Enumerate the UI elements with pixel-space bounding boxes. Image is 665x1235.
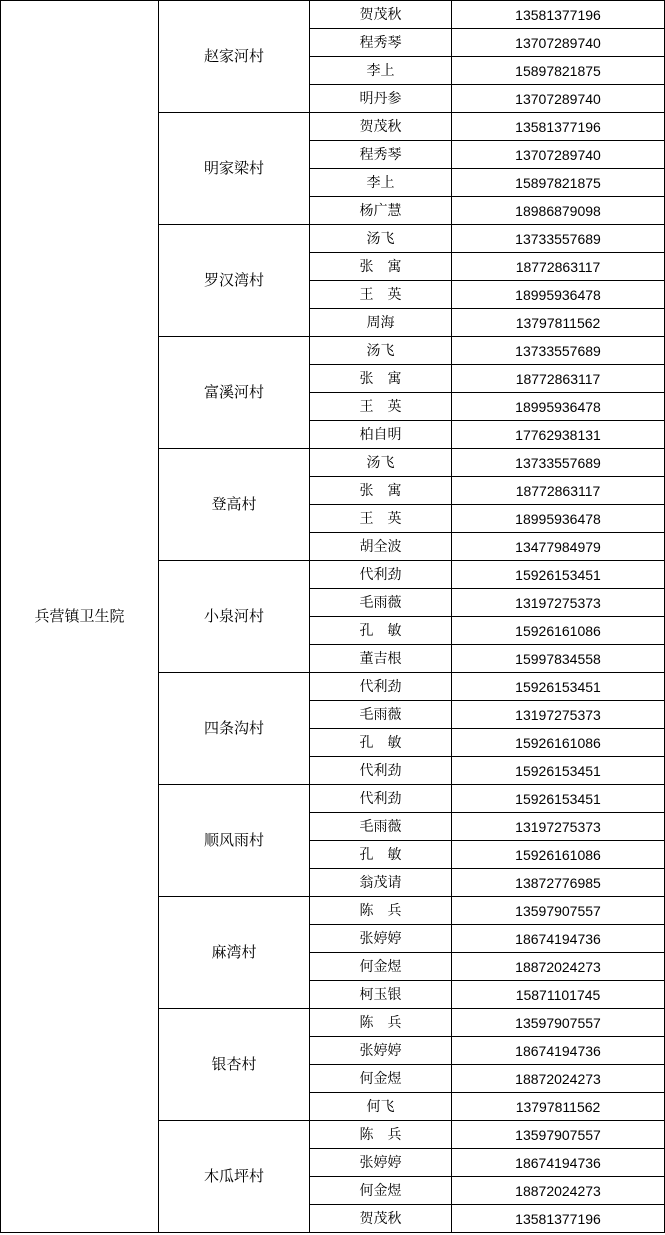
contact-name-cell: 张婷婷 <box>310 1037 452 1065</box>
contact-phone-cell: 15926153451 <box>452 785 665 813</box>
village-name-cell: 登高村 <box>159 449 310 561</box>
contact-name-cell: 陈 兵 <box>310 1121 452 1149</box>
contact-name-cell: 孔 敏 <box>310 841 452 869</box>
contact-phone-cell: 18995936478 <box>452 281 665 309</box>
contact-phone-cell: 18772863117 <box>452 253 665 281</box>
contact-phone-cell: 13707289740 <box>452 85 665 113</box>
contact-name-cell: 毛雨薇 <box>310 701 452 729</box>
contact-phone-cell: 13197275373 <box>452 701 665 729</box>
village-name-cell: 小泉河村 <box>159 561 310 673</box>
village-name-cell: 顺风雨村 <box>159 785 310 897</box>
village-name-cell: 木瓜坪村 <box>159 1121 310 1233</box>
contact-name-cell: 何金煜 <box>310 953 452 981</box>
contact-name-cell: 王 英 <box>310 393 452 421</box>
table-row <box>1 1 665 29</box>
contact-phone-cell: 15926161086 <box>452 729 665 757</box>
contact-phone-cell: 13197275373 <box>452 813 665 841</box>
contact-phone-cell: 18674194736 <box>452 1037 665 1065</box>
contact-name-cell: 周海 <box>310 309 452 337</box>
contact-phone-cell: 15926161086 <box>452 841 665 869</box>
contact-phone-cell: 13197275373 <box>452 589 665 617</box>
contact-phone-cell: 15897821875 <box>452 169 665 197</box>
contact-name-cell: 张婷婷 <box>310 925 452 953</box>
contact-name-cell: 明丹参 <box>310 85 452 113</box>
contact-name-cell: 柯玉银 <box>310 981 452 1009</box>
contact-name-cell: 贺茂秋 <box>310 1 452 29</box>
contact-name-cell: 孔 敏 <box>310 617 452 645</box>
contact-name-cell: 程秀琴 <box>310 29 452 57</box>
contact-name-cell: 张 寓 <box>310 365 452 393</box>
contact-name-cell: 董吉根 <box>310 645 452 673</box>
contact-name-cell: 贺茂秋 <box>310 113 452 141</box>
contact-name-cell: 张 寓 <box>310 477 452 505</box>
contact-phone-cell: 17762938131 <box>452 421 665 449</box>
contact-phone-cell: 13797811562 <box>452 1093 665 1121</box>
contact-name-cell: 何飞 <box>310 1093 452 1121</box>
contact-phone-cell: 15926153451 <box>452 673 665 701</box>
contact-phone-cell: 13581377196 <box>452 113 665 141</box>
contact-name-cell: 胡全波 <box>310 533 452 561</box>
contact-name-cell: 柏自明 <box>310 421 452 449</box>
contact-phone-cell: 13707289740 <box>452 141 665 169</box>
contact-phone-cell: 18674194736 <box>452 925 665 953</box>
contact-name-cell: 王 英 <box>310 281 452 309</box>
contact-table-body <box>1 1 665 1233</box>
contact-phone-cell: 13477984979 <box>452 533 665 561</box>
contact-phone-cell: 13597907557 <box>452 1121 665 1149</box>
contact-phone-cell: 18995936478 <box>452 505 665 533</box>
contact-name-cell: 陈 兵 <box>310 897 452 925</box>
contact-phone-cell: 15926153451 <box>452 757 665 785</box>
contact-name-cell: 李上 <box>310 169 452 197</box>
contact-name-cell: 代利劲 <box>310 673 452 701</box>
contact-phone-cell: 13733557689 <box>452 337 665 365</box>
contact-phone-cell: 13733557689 <box>452 449 665 477</box>
contact-phone-cell: 15871101745 <box>452 981 665 1009</box>
hospital-name-cell: 兵营镇卫生院 <box>1 1 159 1233</box>
contact-phone-cell: 13581377196 <box>452 1205 665 1233</box>
contact-name-cell: 毛雨薇 <box>310 589 452 617</box>
contact-name-cell: 何金煜 <box>310 1177 452 1205</box>
contact-phone-cell: 18995936478 <box>452 393 665 421</box>
contact-phone-cell: 13872776985 <box>452 869 665 897</box>
contact-name-cell: 汤飞 <box>310 449 452 477</box>
contact-name-cell: 王 英 <box>310 505 452 533</box>
contact-phone-cell: 15926161086 <box>452 617 665 645</box>
contact-phone-cell: 15897821875 <box>452 57 665 85</box>
contact-name-cell: 张 寓 <box>310 253 452 281</box>
contact-phone-cell: 18872024273 <box>452 1177 665 1205</box>
contact-name-cell: 何金煜 <box>310 1065 452 1093</box>
contact-name-cell: 陈 兵 <box>310 1009 452 1037</box>
contact-name-cell: 汤飞 <box>310 337 452 365</box>
contact-phone-cell: 13581377196 <box>452 1 665 29</box>
contact-name-cell: 代利劲 <box>310 561 452 589</box>
village-name-cell: 麻湾村 <box>159 897 310 1009</box>
contact-phone-cell: 18872024273 <box>452 1065 665 1093</box>
village-name-cell: 四条沟村 <box>159 673 310 785</box>
contact-name-cell: 翁茂请 <box>310 869 452 897</box>
contact-name-cell: 李上 <box>310 57 452 85</box>
village-name-cell: 银杏村 <box>159 1009 310 1121</box>
contact-name-cell: 汤飞 <box>310 225 452 253</box>
contact-name-cell: 贺茂秋 <box>310 1205 452 1233</box>
contact-phone-cell: 18986879098 <box>452 197 665 225</box>
contact-name-cell: 杨广慧 <box>310 197 452 225</box>
contact-phone-cell: 15997834558 <box>452 645 665 673</box>
contact-phone-cell: 13597907557 <box>452 1009 665 1037</box>
village-name-cell: 罗汉湾村 <box>159 225 310 337</box>
contact-name-cell: 张婷婷 <box>310 1149 452 1177</box>
contact-name-cell: 代利劲 <box>310 757 452 785</box>
contact-phone-cell: 18772863117 <box>452 365 665 393</box>
contact-phone-cell: 18772863117 <box>452 477 665 505</box>
contact-name-cell: 孔 敏 <box>310 729 452 757</box>
village-name-cell: 富溪河村 <box>159 337 310 449</box>
contact-name-cell: 代利劲 <box>310 785 452 813</box>
contact-phone-cell: 13707289740 <box>452 29 665 57</box>
village-name-cell: 赵家河村 <box>159 1 310 113</box>
contact-phone-cell: 13733557689 <box>452 225 665 253</box>
village-name-cell: 明家梁村 <box>159 113 310 225</box>
contact-phone-cell: 15926153451 <box>452 561 665 589</box>
contact-name-cell: 程秀琴 <box>310 141 452 169</box>
contact-phone-cell: 13797811562 <box>452 309 665 337</box>
contact-phone-cell: 13597907557 <box>452 897 665 925</box>
contact-phone-cell: 18674194736 <box>452 1149 665 1177</box>
contact-phone-cell: 18872024273 <box>452 953 665 981</box>
contact-name-cell: 毛雨薇 <box>310 813 452 841</box>
